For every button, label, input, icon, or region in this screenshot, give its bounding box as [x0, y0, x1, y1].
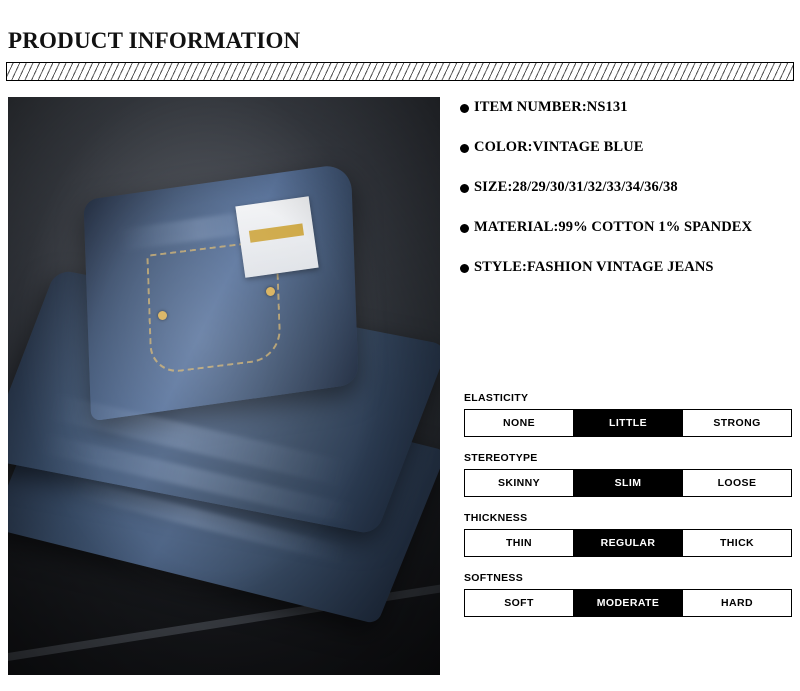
bullet-icon [460, 184, 469, 193]
attribute-options-softness [464, 589, 792, 617]
option-elasticity-none[interactable]: NONE [465, 410, 574, 436]
attribute-group-softness [464, 572, 794, 617]
option-thickness-thin[interactable]: THIN [465, 530, 574, 556]
attribute-group-elasticity [464, 392, 794, 437]
bullet-icon [460, 224, 469, 233]
spec-label: MATERIAL:99% COTTON 1% SPANDEX [474, 218, 753, 235]
attribute-title-softness: SOFTNESS [464, 572, 523, 584]
spec-item-material [460, 220, 792, 236]
option-stereotype-skinny[interactable]: SKINNY [465, 470, 574, 496]
bullet-icon [460, 144, 469, 153]
attribute-options-stereotype [464, 469, 792, 497]
option-softness-hard[interactable]: HARD [683, 590, 791, 616]
spec-item-style [460, 260, 792, 276]
spec-label: SIZE:28/29/30/31/32/33/34/36/38 [474, 178, 678, 195]
attribute-groups [464, 392, 794, 632]
spec-list [460, 100, 792, 300]
attribute-title-elasticity: ELASTICITY [464, 392, 529, 404]
spec-item-size [460, 180, 792, 196]
option-softness-moderate[interactable]: MODERATE [574, 590, 683, 616]
option-elasticity-strong[interactable]: STRONG [683, 410, 791, 436]
option-thickness-thick[interactable]: THICK [683, 530, 791, 556]
attribute-options-thickness [464, 529, 792, 557]
attribute-group-stereotype [464, 452, 794, 497]
spec-item-color [460, 140, 792, 156]
page-title: PRODUCT INFORMATION [8, 28, 301, 53]
option-softness-soft[interactable]: SOFT [465, 590, 574, 616]
product-image [8, 97, 440, 675]
option-stereotype-loose[interactable]: LOOSE [683, 470, 791, 496]
option-elasticity-little[interactable]: LITTLE [574, 410, 683, 436]
attribute-title-stereotype: STEREOTYPE [464, 452, 538, 464]
spec-label: STYLE:FASHION VINTAGE JEANS [474, 258, 714, 275]
bullet-icon [460, 264, 469, 273]
attribute-options-elasticity [464, 409, 792, 437]
spec-item-item-number [460, 100, 792, 116]
option-stereotype-slim[interactable]: SLIM [574, 470, 683, 496]
spec-label: ITEM NUMBER:NS131 [474, 99, 628, 115]
attribute-group-thickness [464, 512, 794, 557]
spec-label: COLOR:VINTAGE BLUE [474, 138, 644, 155]
hatched-divider [6, 62, 794, 81]
photo-vignette [8, 97, 440, 675]
attribute-title-thickness: THICKNESS [464, 512, 528, 524]
option-thickness-regular[interactable]: REGULAR [574, 530, 683, 556]
bullet-icon [460, 104, 469, 113]
